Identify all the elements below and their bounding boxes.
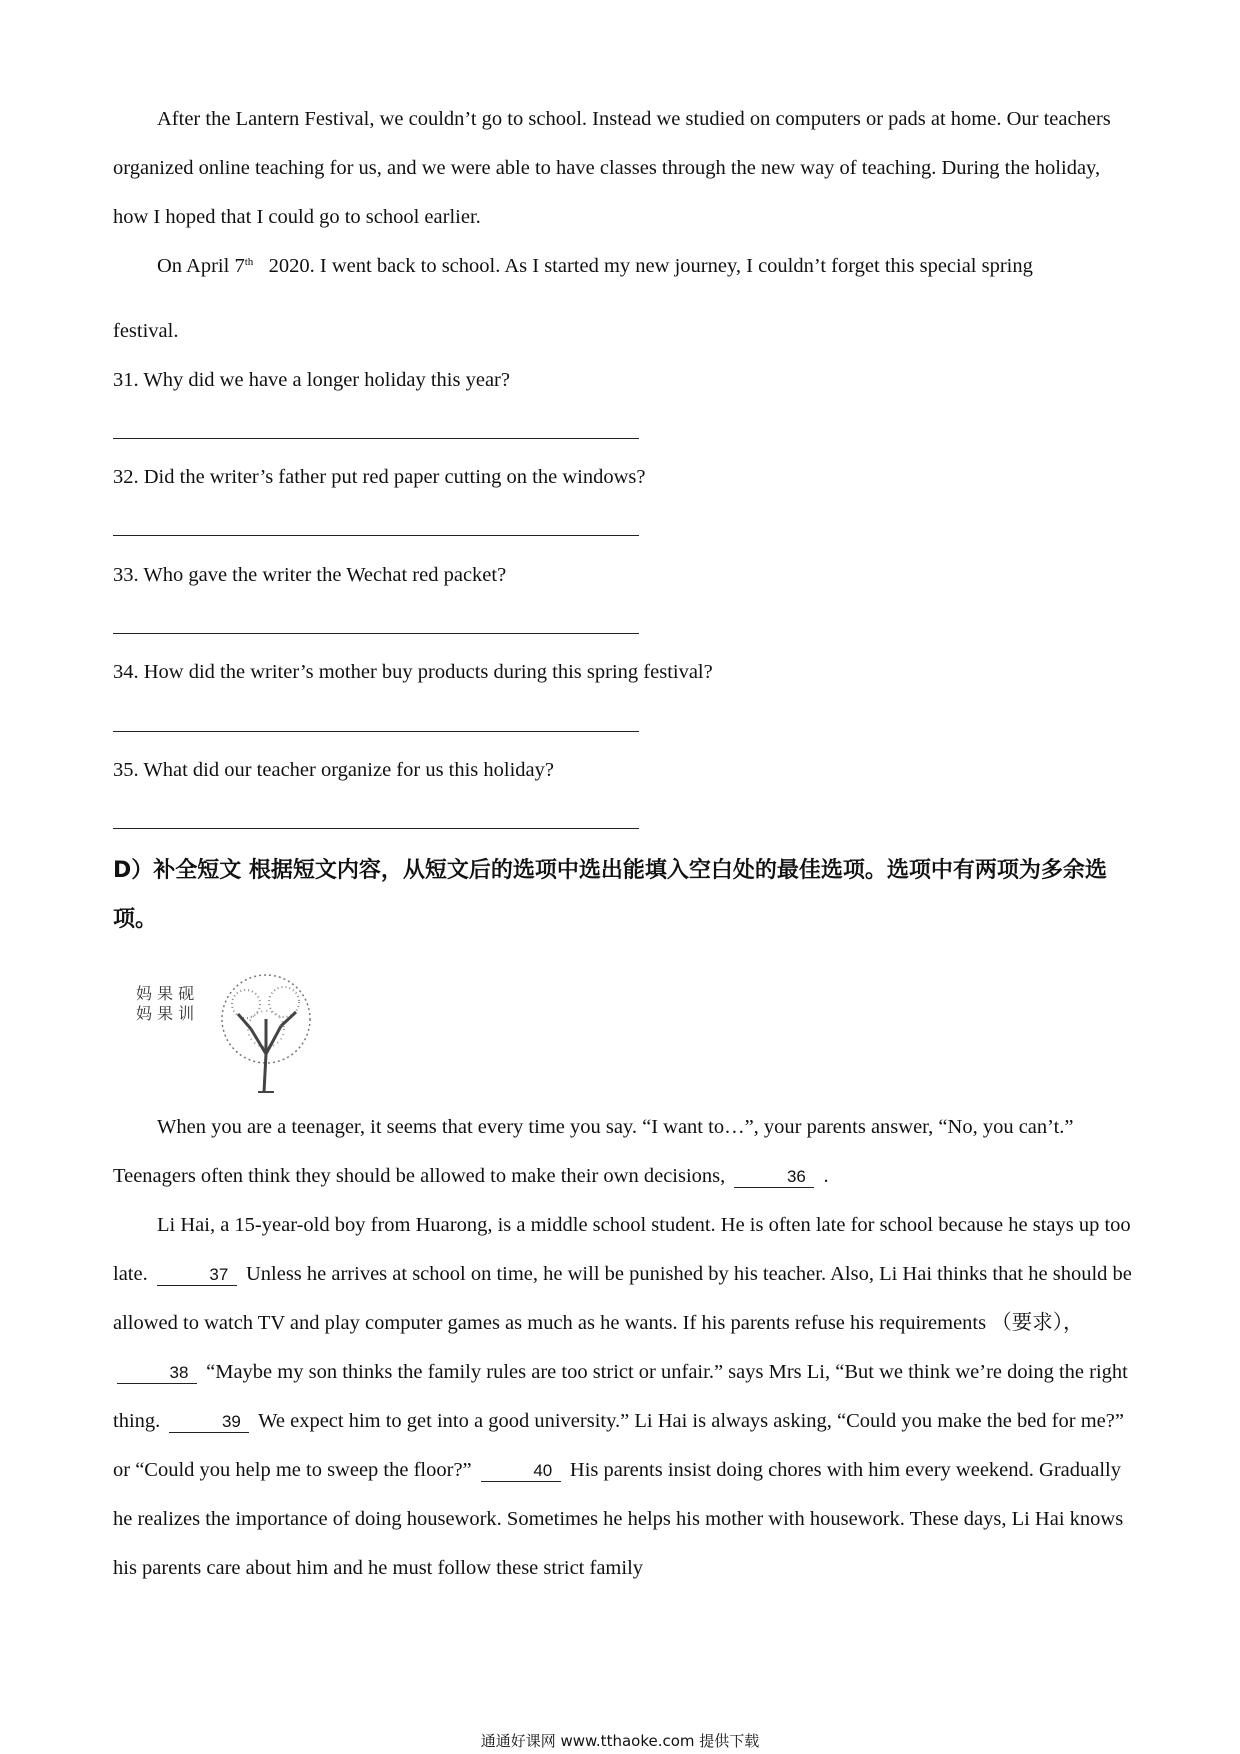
blank-39[interactable]: 39 [169, 1412, 249, 1433]
passage-c-paragraph-2 [113, 242, 1133, 291]
illustration-calligraphy: 妈 果 砚 妈 果 训 [136, 984, 195, 1023]
question-34: 34. How did the writer’s mother buy products during this spring festival? [113, 661, 713, 683]
passage-c-paragraph-1: After the Lantern Festival, we couldn’t go to school. Instead we studied on computers or pads at home. Our teachers organized online teaching for us, and we were able to have classes through the new way of teaching. During the holiday, how I hoped that I could go to school earlier. [113, 108, 1111, 228]
passage-d-paragraph-2 [113, 1201, 1133, 1593]
answer-line-31[interactable] [113, 438, 639, 439]
passage-d-p2-text-a: Li Hai, a 15-year-old boy from Huarong, is a middle school student. He is often late for school because he stays up too late. [113, 1214, 1131, 1285]
question-35: 35. What did our teacher organize for us this holiday? [113, 759, 555, 781]
tree-icon [206, 974, 326, 1094]
answer-line-32[interactable] [113, 535, 639, 536]
question-33: 33. Who gave the writer the Wechat red packet? [113, 564, 507, 586]
passage-d-paragraph-1 [113, 1103, 1133, 1201]
mother-tree-illustration [136, 974, 326, 1094]
passage-c-p2-text-b: 2020. I went back to school. As I started my new journey, I couldn’t forget this special spring [253, 255, 1033, 277]
answer-line-33[interactable] [113, 633, 639, 634]
passage-d-p2-text-d: We expect him to get into a good university.” Li Hai is always asking, “Could you make the bed for me?” or “Could you help me to sweep the floor?” [113, 1410, 1124, 1481]
passage-c-paragraph-2-end: festival. [113, 320, 179, 342]
passage-d-p1-text: When you are a teenager, it seems that every time you say. “I want to…”, your parents answer, “No, you can’t.” Teenagers often think they should be allowed to make their own decisions, [113, 1116, 1074, 1187]
answer-line-35[interactable] [113, 828, 639, 829]
passage-d-p2-text-b: Unless he arrives at school on time, he will be punished by his teacher. Also, Li Hai thinks that he should be allowed to watch TV and play computer games as much as he wants. If his parents refuse his requirements （要求）， [113, 1263, 1132, 1334]
passage-d-p2-text-c: “Maybe my son thinks the family rules are too strict or unfair.” says Mrs Li, “But we think we’re doing the right thing. [113, 1361, 1128, 1432]
passage-c-p2-superscript: th [244, 256, 254, 268]
blank-40[interactable]: 40 [481, 1461, 561, 1482]
answer-line-34[interactable] [113, 731, 639, 732]
question-31: 31. Why did we have a longer holiday this year? [113, 369, 510, 391]
blank-38[interactable]: 38 [117, 1363, 197, 1384]
section-d-heading: D）补全短文 根据短文内容，从短文后的选项中选出能填入空白处的最佳选项。选项中有两项为多余选项。 [113, 858, 1107, 932]
blank-36[interactable]: 36 [734, 1167, 814, 1188]
blank-37[interactable]: 37 [157, 1265, 237, 1286]
passage-d-p2-text-e: His parents insist doing chores with him every weekend. Gradually he realizes the importance of doing housework. Sometimes he helps his mother with housework. These days, Li Hai knows his parents care about him and he must follow these strict family [113, 1459, 1124, 1579]
page-footer: 通通好课网 www.tthaoke.com 提供下载 [480, 1732, 760, 1750]
question-32: 32. Did the writer’s father put red paper cutting on the windows? [113, 466, 646, 488]
passage-d-p1-period: . [823, 1165, 829, 1187]
passage-c-p2-text-a: On April 7 [157, 255, 245, 277]
